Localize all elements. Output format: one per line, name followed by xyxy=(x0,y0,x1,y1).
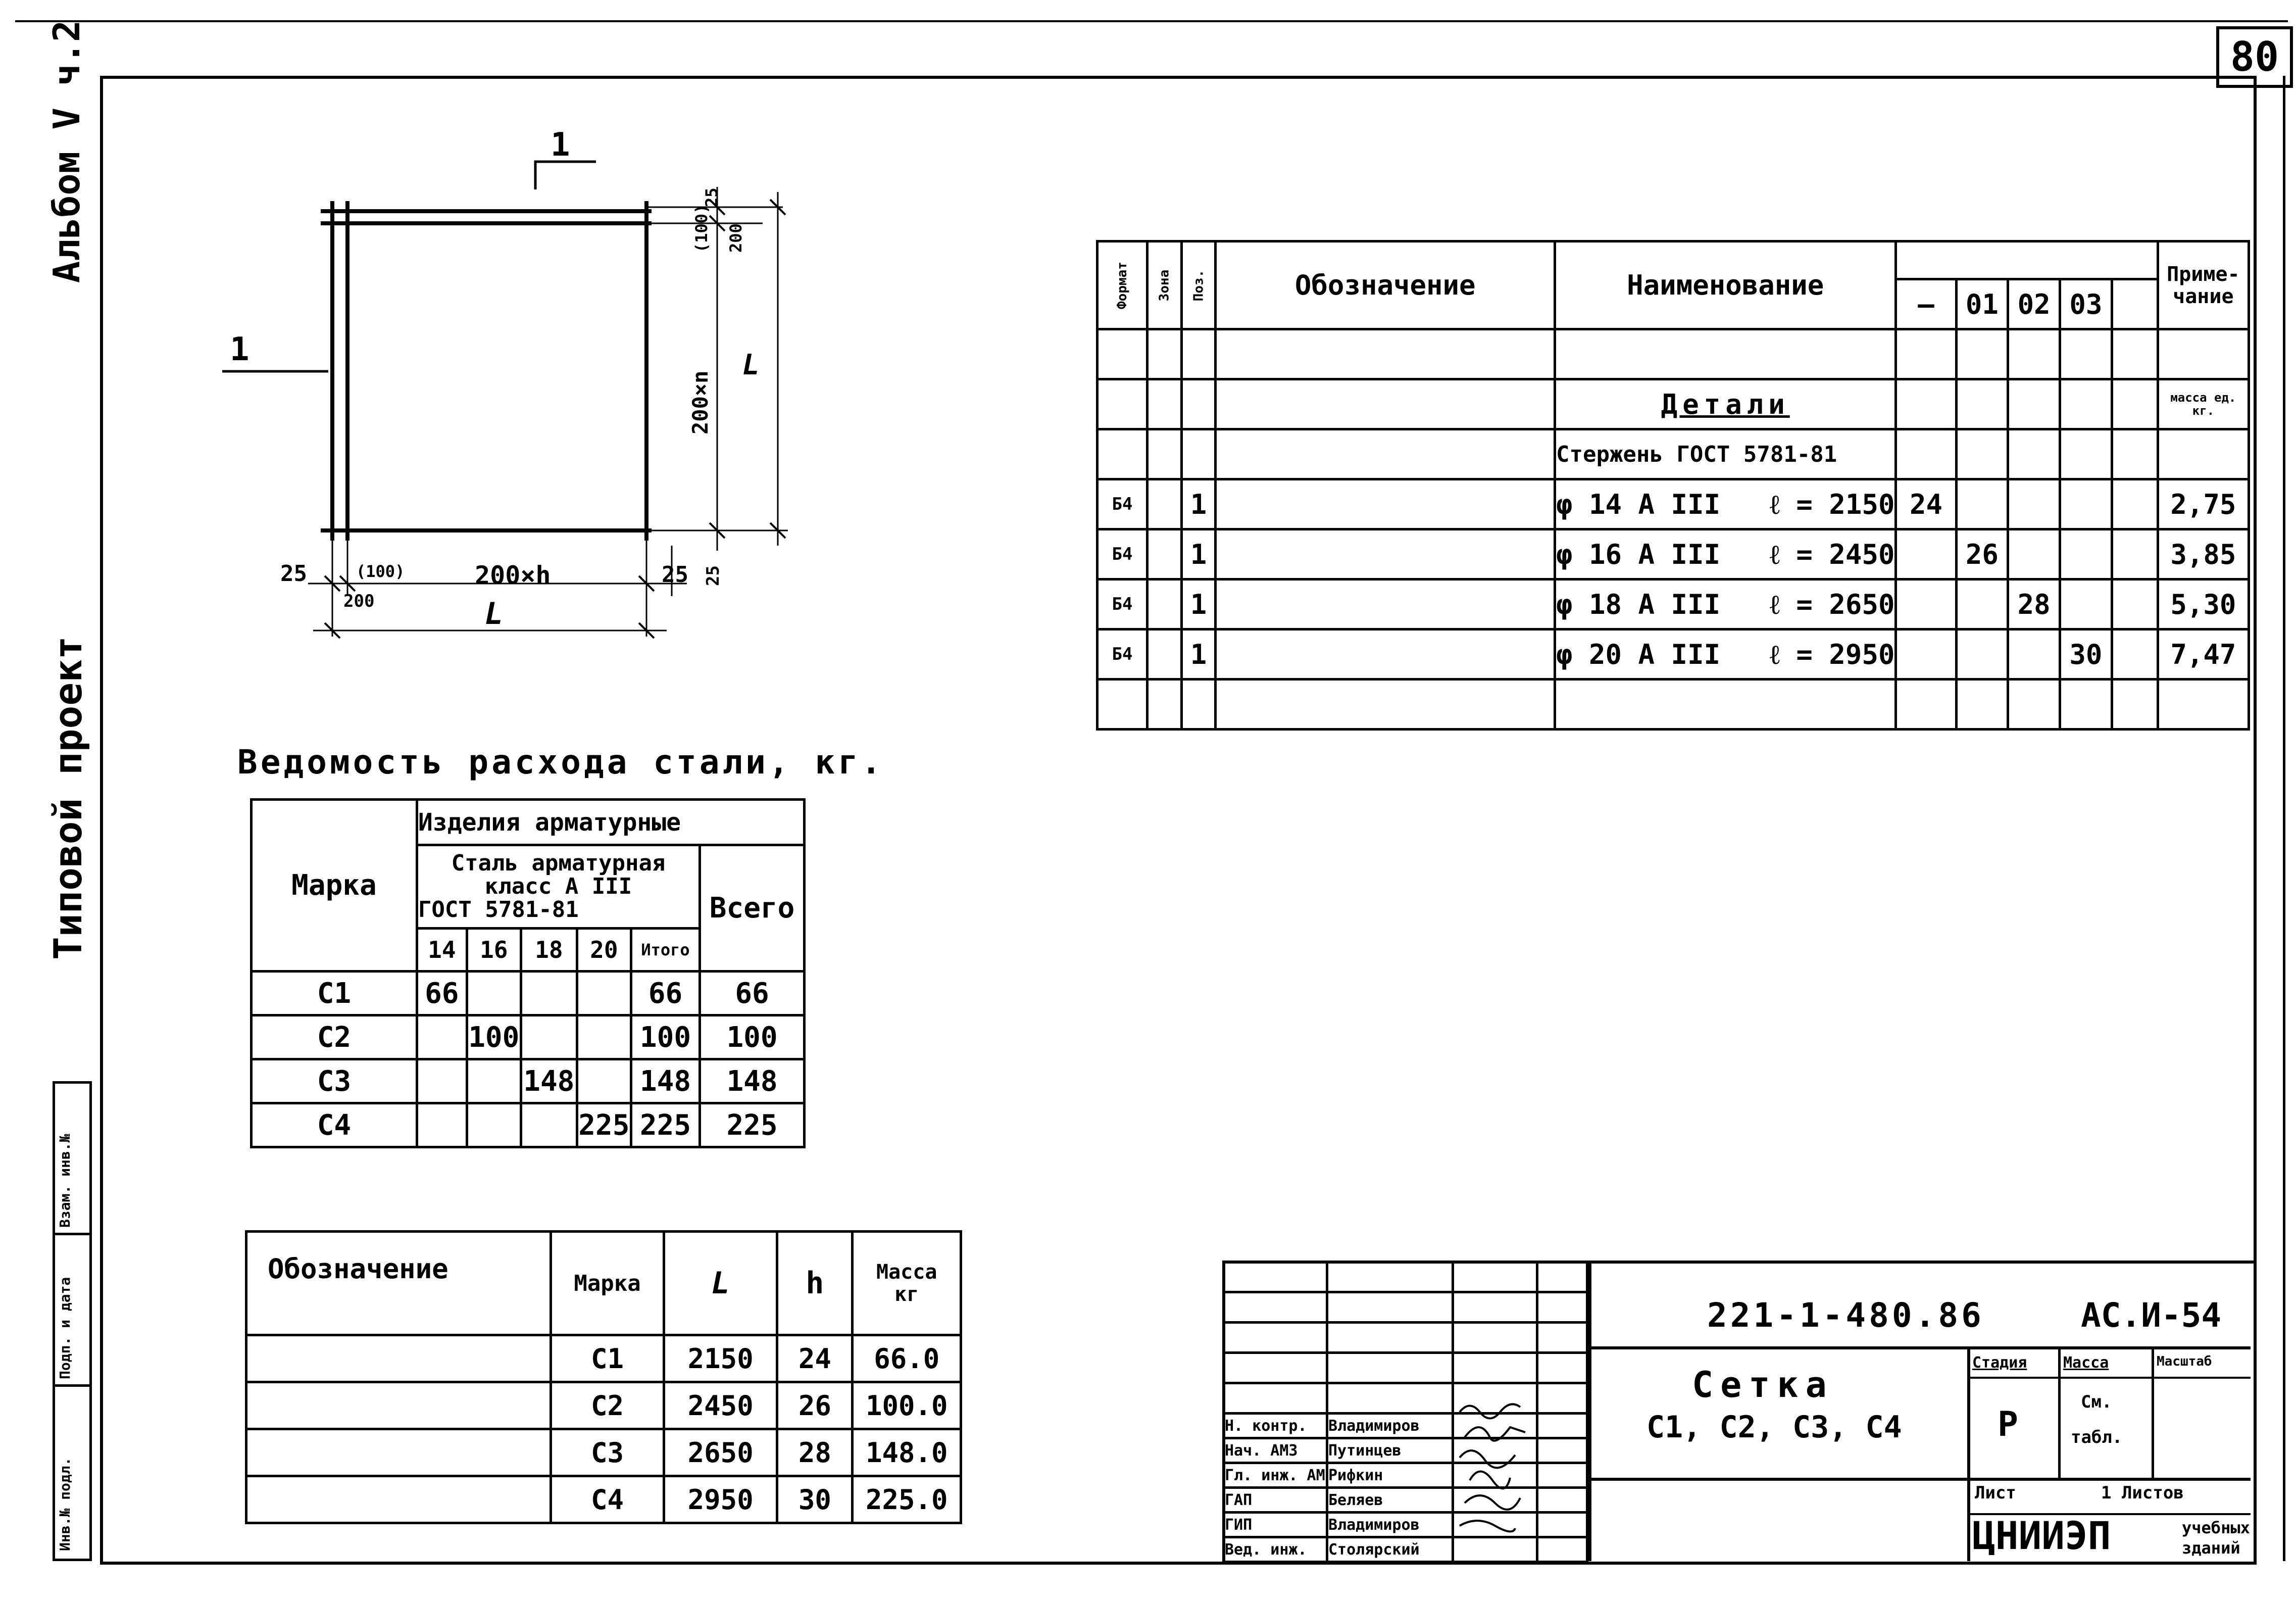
designation-table xyxy=(245,1230,962,1524)
spec-col-note xyxy=(2158,241,2249,329)
des-col-designation: Обозначение xyxy=(246,1232,551,1335)
dim-bottom-100: (100) xyxy=(356,562,405,581)
page-number: 80 xyxy=(2216,26,2293,88)
spec-col-dash: — xyxy=(1896,279,1956,329)
stage-label: Стадия xyxy=(1972,1354,2027,1372)
dim-top-25: 25 xyxy=(702,187,721,207)
signature-row: ГАП Беляев xyxy=(1224,1488,1587,1513)
drawing-subtitle: С1, С2, С3, С4 xyxy=(1646,1410,1902,1445)
org-subname-2: зданий xyxy=(2182,1538,2240,1558)
signature-row: Гл. инж. АМ Рифкин xyxy=(1224,1463,1587,1488)
spec-col-02: 02 xyxy=(2008,279,2060,329)
dim-top-100: (100) xyxy=(692,204,711,253)
mass-label: Масса xyxy=(2063,1354,2109,1372)
spec-col-format: Формат xyxy=(1114,261,1130,309)
steel-col-class: Сталь арматурная класс А III ГОСТ 5781-81 xyxy=(417,845,700,929)
album-label xyxy=(45,20,88,283)
section-mark-left: 1 xyxy=(230,331,249,368)
table-row: С1 2150 24 66.0 xyxy=(246,1335,961,1382)
sheet-label: Лист xyxy=(1975,1483,2016,1503)
dim-bottom-right-25v: 25 xyxy=(703,565,723,586)
table-row: Б4 1 φ 20 А III ℓ = 2950 30 7,47 xyxy=(1097,629,2249,680)
dim-bottom-left-25: 25 xyxy=(280,561,307,587)
section-mark-top: 1 xyxy=(551,126,570,164)
des-col-h: h xyxy=(777,1232,853,1335)
tb-divider-h2 xyxy=(1588,1478,2251,1481)
section-cut-top xyxy=(535,162,596,189)
top-edge-line xyxy=(15,20,2288,22)
album-word: Альбом xyxy=(45,151,88,283)
scale-label: Масштаб xyxy=(2157,1354,2212,1369)
spec-section-title: Детали xyxy=(1555,379,1895,429)
spec-note-1: Приме- xyxy=(2167,262,2240,286)
table-row: С4 2950 30 225.0 xyxy=(246,1476,961,1523)
project-type-label: Типовой проект xyxy=(45,636,90,960)
table-row: С3 148 148 148 xyxy=(252,1059,805,1103)
table-row: Б4 1 φ 16 А III ℓ = 2450 26 3,85 xyxy=(1097,529,2249,579)
spec-col-01: 01 xyxy=(1956,279,2008,329)
signature-row: Н. контр. Владимиров xyxy=(1224,1414,1587,1438)
designation-header-row xyxy=(246,1232,961,1335)
table-row: С1 66 66 66 xyxy=(252,972,805,1015)
table-row: Б4 1 φ 18 А III ℓ = 2650 28 5,30 xyxy=(1097,579,2249,629)
signature-row: ГИП Владимиров xyxy=(1224,1513,1587,1537)
steel-col-products: Изделия арматурные xyxy=(417,800,804,845)
mass-value-2: табл. xyxy=(2071,1427,2123,1447)
org-subname-1: учебных xyxy=(2182,1518,2250,1537)
spec-empty-row-bottom xyxy=(1097,680,2249,730)
dim-top-200: 200 xyxy=(726,223,745,253)
table-row: С3 2650 28 148.0 xyxy=(246,1429,961,1476)
spec-note-2: чание xyxy=(2173,284,2234,308)
mass-value-1: См. xyxy=(2081,1392,2112,1412)
spec-empty-row xyxy=(1097,329,2249,379)
signature-row: Нач. АМЗ Путинцев xyxy=(1224,1438,1587,1463)
stamp-label-1: Инв.№ подл. xyxy=(57,1457,73,1551)
table-row: С2 100 100 100 xyxy=(252,1015,805,1059)
table-row: Б4 1 φ 14 А III ℓ = 2150 24 2,75 xyxy=(1097,479,2249,529)
spec-col-pos: Поз. xyxy=(1191,269,1206,301)
steel-table-title: Ведомость расхода стали, кг. xyxy=(237,743,884,782)
sheets-label: 1 Листов xyxy=(2101,1483,2184,1503)
des-col-mass: Масса кг xyxy=(853,1232,961,1335)
des-col-marka: Марка xyxy=(551,1232,664,1335)
drawing-title: Сетка xyxy=(1692,1364,1834,1406)
spec-col-03: 03 xyxy=(2060,279,2112,329)
dim-bottom-200: 200 xyxy=(343,591,375,611)
tb-divider-main-vert xyxy=(1588,1261,1591,1561)
tb-divider-h-stage xyxy=(1967,1377,2251,1379)
spec-col-zone: Зона xyxy=(1157,269,1172,301)
spec-table xyxy=(1096,240,2250,731)
tb-divider-vert-scale xyxy=(2152,1346,2154,1478)
dim-bottom-horizontal: 200×h xyxy=(475,561,551,590)
spec-col-name: Наименование xyxy=(1555,241,1895,329)
dim-right-L: L xyxy=(742,349,760,381)
steel-col-total: Всего xyxy=(700,845,805,972)
dim-right-vertical: 200×n xyxy=(688,370,713,434)
dim-bottom-right-25: 25 xyxy=(662,562,688,588)
spec-header-row xyxy=(1097,241,2249,279)
signature-row: Вед. инж. Столярский xyxy=(1224,1537,1587,1562)
table-row: С2 2450 26 100.0 xyxy=(246,1382,961,1429)
org-name: ЦНИИЭП xyxy=(1972,1513,2111,1558)
steel-table: Марка Изделия арматурные Сталь арматурная класс А III ГОСТ 5781-81 Всего 14 16 18 20 Итого С1 66 66 66 С2 100 100 100 С3 148 148 148 С4 225 225 225 xyxy=(250,798,806,1148)
spec-subtitle-row xyxy=(1097,429,2249,479)
steel-col-marka: Марка xyxy=(252,800,417,972)
spec-col-designation: Обозначение xyxy=(1216,241,1555,329)
des-col-L: L xyxy=(664,1232,777,1335)
right-edge-line xyxy=(2283,76,2285,1561)
doc-code: 221-1-480.86 xyxy=(1707,1296,1984,1335)
stamp-label-3: Взам. инв.№ xyxy=(57,1134,73,1228)
stamp-label-2: Подп. и дата xyxy=(57,1277,73,1379)
sheet-code: АС.И-54 xyxy=(2081,1296,2222,1335)
signature-scribbles xyxy=(1455,1397,1556,1559)
table-row: С4 225 225 225 xyxy=(252,1103,805,1147)
dim-bottom-L: L xyxy=(485,596,504,632)
tb-divider-vert-mass xyxy=(2058,1346,2061,1478)
spec-note-unit: масса ед. кг. xyxy=(2158,379,2249,429)
stamp-divider-1 xyxy=(53,1233,92,1235)
spec-subtitle: Стержень ГОСТ 5781-81 xyxy=(1555,429,1895,479)
album-volume: V ч.2 xyxy=(45,20,88,130)
spec-section-row xyxy=(1097,379,2249,429)
stage-value: Р xyxy=(1998,1404,2018,1444)
stamp-divider-2 xyxy=(53,1384,92,1387)
